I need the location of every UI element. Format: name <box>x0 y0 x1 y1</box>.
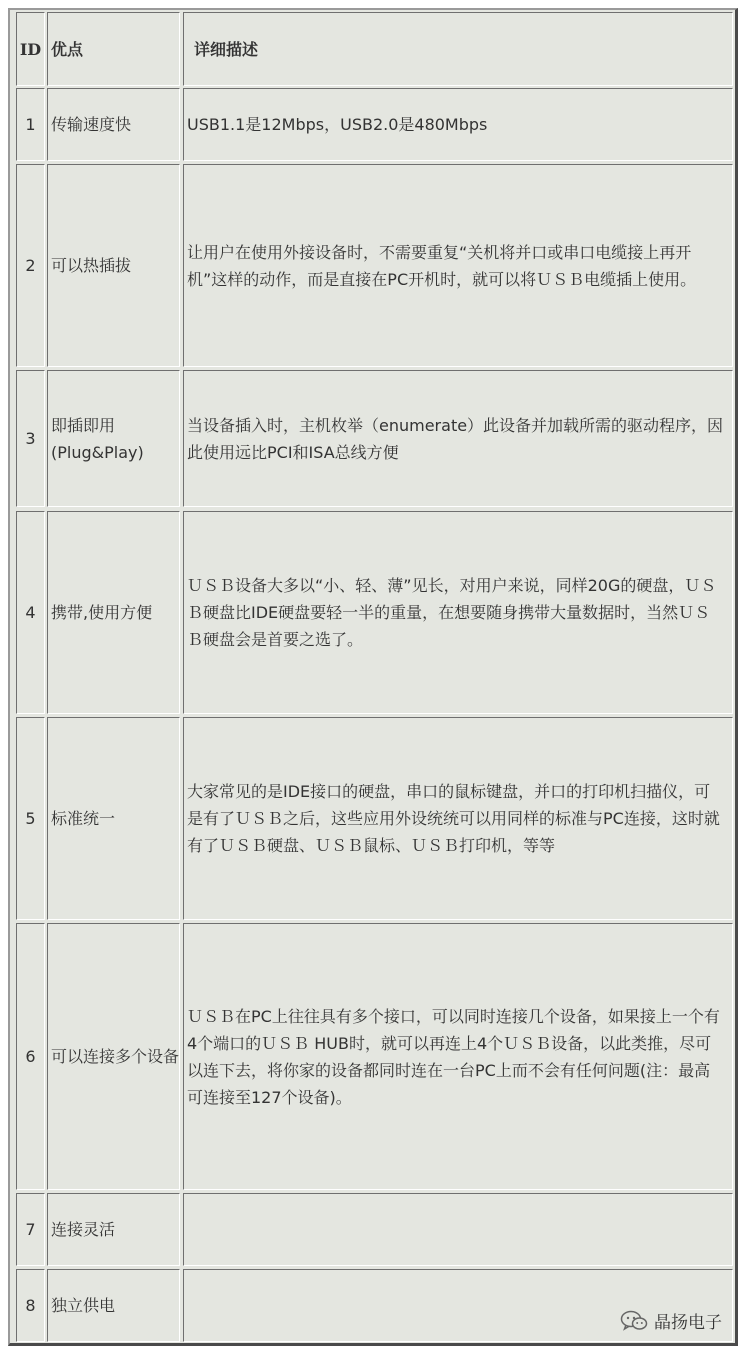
row-7-detail <box>183 1193 733 1266</box>
row-4-advantage: 携带,使用方便 <box>47 511 180 714</box>
watermark-text: 晶扬电子 <box>654 1313 722 1333</box>
row-4-detail-text: ＵＳＢ设备大多以“小、轻、薄”见长，对用户来说，同样20G的硬盘，ＵＳＢ硬盘比IDE硬盘要轻一半的重量，在想要随身携带大量数据时，当然ＵＳＢ硬盘会是首要之选了。 <box>187 576 717 649</box>
row-3-advantage-text: 即插即用(Plug&Play) <box>51 415 144 462</box>
watermark <box>620 1308 722 1333</box>
row-3-detail-text: 当设备插入时，主机枚举（enumerate）此设备并加载所需的驱动程序，因此使用远比PCI和ISA总线方便 <box>187 415 724 462</box>
row-5-detail <box>183 717 733 920</box>
row-1-advantage: 传输速度快 <box>47 88 180 161</box>
row-4-detail <box>183 511 733 714</box>
row-6-advantage-text: 可以连接多个设备 <box>51 1047 180 1066</box>
row-3-advantage <box>47 370 180 507</box>
row-6-detail-text: ＵＳＢ在PC上往往具有多个接口，可以同时连接几个设备，如果接上一个有4个端口的ＵＳＢ HUB时，就可以再连上4个ＵＳＢ设备，以此类推，尽可以连下去，将你家的设备都同时连在一台PC上而不会有任何问题(注：最高可连接至127个设备)。 <box>187 1006 720 1107</box>
row-7-advantage: 连接灵活 <box>47 1193 180 1266</box>
row-7-id: 7 <box>16 1193 45 1266</box>
row-1-detail: USB1.1是12Mbps，USB2.0是480Mbps <box>183 88 733 161</box>
row-4-id: 4 <box>16 511 45 714</box>
row-3-detail <box>183 370 733 507</box>
row-3-id: 3 <box>16 370 45 507</box>
row-6-detail <box>183 923 733 1190</box>
row-1-id: 1 <box>16 88 45 161</box>
row-5-advantage: 标准统一 <box>47 717 180 920</box>
row-5-detail-text: 大家常见的是IDE接口的硬盘，串口的鼠标键盘，并口的打印机扫描仪，可是有了ＵＳＢ之后，这些应用外设统统可以用同样的标准与PC连接，这时就有了ＵＳＢ硬盘、ＵＳＢ鼠标、ＵＳＢ打印机，等等 <box>187 782 720 855</box>
row-6-advantage <box>47 923 180 1190</box>
row-2-detail-text: 让用户在使用外接设备时，不需要重复“关机将并口或串口电缆接上再开机”这样的动作，而是直接在PC开机时，就可以将ＵＳＢ电缆插上使用。 <box>187 242 697 289</box>
header-detail: 详细描述 <box>183 12 733 86</box>
row-2-advantage: 可以热插拔 <box>47 164 180 367</box>
row-6-id: 6 <box>16 923 45 1190</box>
wechat-icon <box>620 1310 648 1332</box>
row-2-id: 2 <box>16 164 45 367</box>
row-8-advantage: 独立供电 <box>47 1269 180 1342</box>
row-2-detail <box>183 164 733 367</box>
header-id: ID <box>16 12 45 86</box>
row-8-id: 8 <box>16 1269 45 1342</box>
row-5-id: 5 <box>16 717 45 920</box>
header-advantage: 优点 <box>47 12 180 86</box>
